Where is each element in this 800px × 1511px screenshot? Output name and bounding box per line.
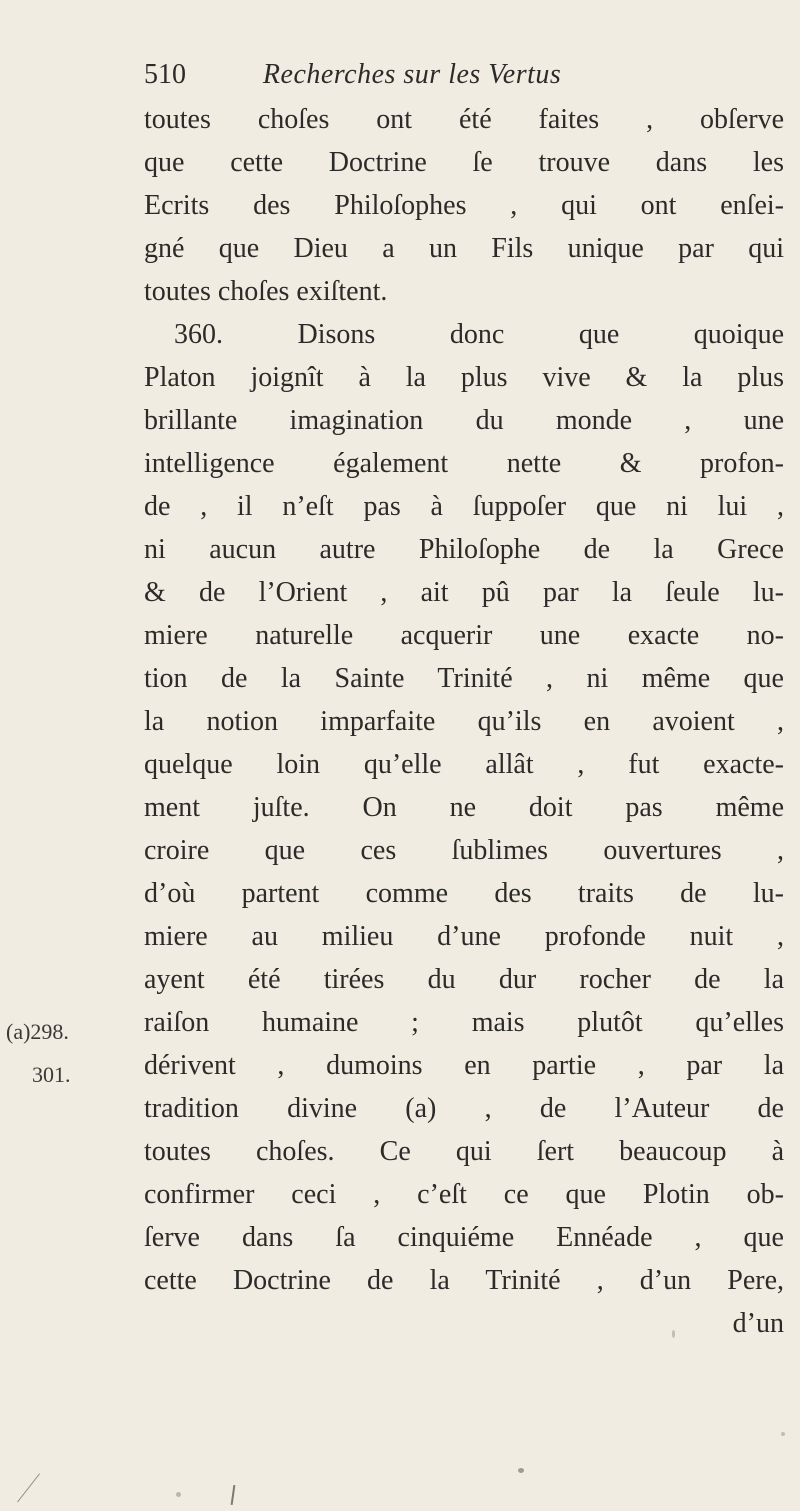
text-line: toutes choſes. Ce qui ſert beaucoup à [144,1136,784,1167]
text-line: miere naturelle acquerir une exacte no- [144,620,784,651]
catchword: d’un [732,1308,784,1339]
text-line: d’où partent comme des traits de lu- [144,878,784,909]
page-number: 510 [144,59,186,90]
running-title: Recherches sur les Vertus [262,59,562,90]
text-line: confirmer ceci , c’eſt ce que Plotin ob- [144,1179,784,1210]
text-line: tradition divine (a) , de l’Auteur de [144,1093,784,1124]
body-text [144,98,784,1345]
text-line: dérivent , dumoins en partie , par la [144,1050,784,1081]
text-line: ſerve dans ſa cinquiéme Ennéade , que [144,1222,784,1253]
text-line: de , il n’eſt pas à ſuppoſer que ni lui , [144,491,784,522]
text-line: tion de la Sainte Trinité , ni même que [144,663,784,694]
margin-note-reference: (a)298. [6,1019,69,1044]
ink-speck [672,1330,675,1338]
ink-stroke [231,1485,236,1505]
text-line: 360. Disons donc que quoique [174,319,784,350]
text-line: Ecrits des Philoſophes , qui ont enſei- [144,190,784,221]
text-line: gné que Dieu a un Fils unique par qui [144,233,784,264]
text-line: la notion imparfaite qu’ils en avoient , [144,706,784,737]
text-line: croire que ces ſublimes ouvertures , [144,835,784,866]
ink-speck [176,1492,181,1497]
text-line: intelligence également nette & profon- [144,448,784,479]
ink-speck [518,1468,524,1473]
text-line: ayent été tirées du dur rocher de la [144,964,784,995]
ink-speck [781,1432,785,1436]
text-line: toutes choſes ont été faites , obſerve [144,104,784,135]
text-line: raiſon humaine ; mais plutôt qu’elles [144,1007,784,1038]
text-line: ni aucun autre Philoſophe de la Grece [144,534,784,565]
text-line: miere au milieu d’une profonde nuit , [144,921,784,952]
text-line: ment juſte. On ne doit pas même [144,792,784,823]
text-line: quelque loin qu’elle allât , fut exacte- [144,749,784,780]
text-line: cette Doctrine de la Trinité , d’un Pere, [144,1265,784,1296]
text-line: & de l’Orient , ait pû par la ſeule lu- [144,577,784,608]
text-line: que cette Doctrine ſe trouve dans les [144,147,784,178]
page-header [144,54,784,94]
text-line: Platon joignît à la plus vive & la plus [144,362,784,393]
margin-note-reference: 301. [32,1062,71,1087]
text-line: brillante imagination du monde , une [144,405,784,436]
ink-stroke [17,1473,40,1502]
text-line: toutes choſes exiſtent. [144,276,388,307]
